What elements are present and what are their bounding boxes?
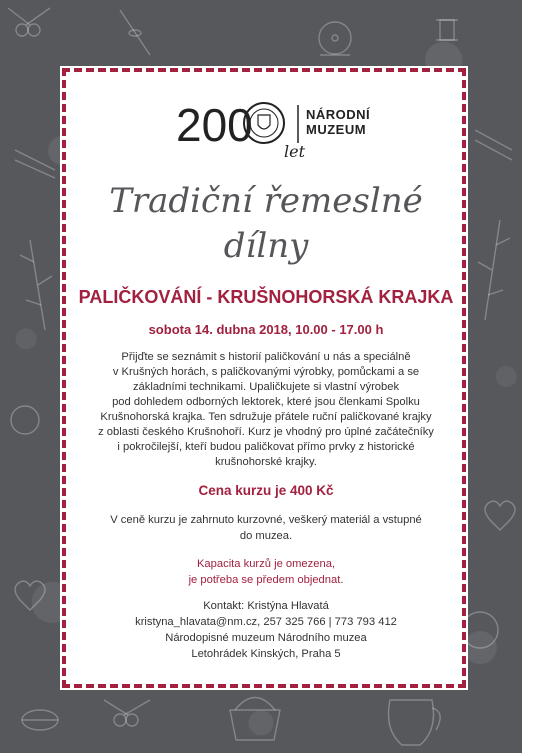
museum-seal-icon <box>244 103 284 143</box>
sprig-icon <box>478 220 510 320</box>
scissors-icon <box>8 8 50 36</box>
logo-script-word: let <box>284 142 306 161</box>
includes-line: V ceně kurzu je zahrnuto kurzovné, veškerý materiál a vstupné <box>110 514 422 526</box>
title-line-2: dílny <box>223 226 309 266</box>
description-line: i pokročilejší, kteří budou paličkovat přímo prvky z historické <box>117 441 415 453</box>
description <box>82 350 450 470</box>
scissors-icon <box>104 700 150 726</box>
workshop-subtitle: PALIČKOVÁNÍ - KRUŠNOHORSKÁ KRAJKA <box>78 287 454 307</box>
spinning-wheel-icon <box>319 22 351 55</box>
sprig-icon <box>20 240 52 330</box>
hoop-icon <box>462 612 498 648</box>
description-line: pod dohledem odborných lektorek, které jsou členkami Spolku <box>112 396 420 408</box>
bobbin-icon <box>15 150 55 178</box>
description-line: v Krušných horách, s paličkovanými výrobky, pomůckami a se <box>112 366 420 378</box>
description-line: Krušnohorská krajka. Ten sdružuje přátele ruční paličkované krajky <box>100 411 432 423</box>
includes-line: do muzea. <box>239 530 293 542</box>
description-line: základními technikami. Upaličkujete si vlastní výrobek <box>132 381 400 393</box>
jug-icon <box>389 700 441 745</box>
contact-block <box>90 598 442 662</box>
capacity-line: je potřeba se předem objednat. <box>188 574 344 586</box>
description-line: Přijďte se seznámit s historií paličkování u nás a speciálně <box>121 351 411 363</box>
price-includes <box>90 512 442 544</box>
description-line: z oblasti českého Krušnohoří. Kurz je vhodný pro úplné začátečníky <box>98 426 434 438</box>
hoop-icon <box>11 406 39 434</box>
bobbin-icon <box>475 130 512 160</box>
capacity-line: Kapacita kurzů je omezena, <box>196 558 336 570</box>
heart-icon <box>15 581 45 610</box>
contact-institution: Národopisné muzeum Národního muzea <box>165 632 367 644</box>
spindle-icon <box>120 10 150 55</box>
course-price: Cena kurzu je 400 Kč <box>198 483 334 498</box>
pot-icon <box>22 710 58 730</box>
contact-name: Kontakt: Kristýna Hlavatá <box>203 600 329 612</box>
logo-line-2: MUZEUM <box>306 122 367 137</box>
basket-icon <box>230 698 280 741</box>
contact-address: Letohrádek Kinských, Praha 5 <box>191 648 341 660</box>
event-date: sobota 14. dubna 2018, 10.00 - 17.00 h <box>148 322 384 337</box>
description-line: krušnohorské krajky. <box>215 456 317 468</box>
contact-email-phone[interactable]: kristyna_hlavata@nm.cz, 257 325 766 | 773 793 412 <box>135 616 397 628</box>
logo-number: 200 <box>176 99 253 151</box>
logo-institution-name <box>306 107 370 137</box>
capacity-notice <box>90 556 442 588</box>
heart-icon <box>485 501 515 530</box>
logo-line-1: NÁRODNÍ <box>306 107 371 122</box>
title-line-1: Tradiční řemeslné <box>109 181 423 221</box>
spool-icon <box>436 20 458 40</box>
